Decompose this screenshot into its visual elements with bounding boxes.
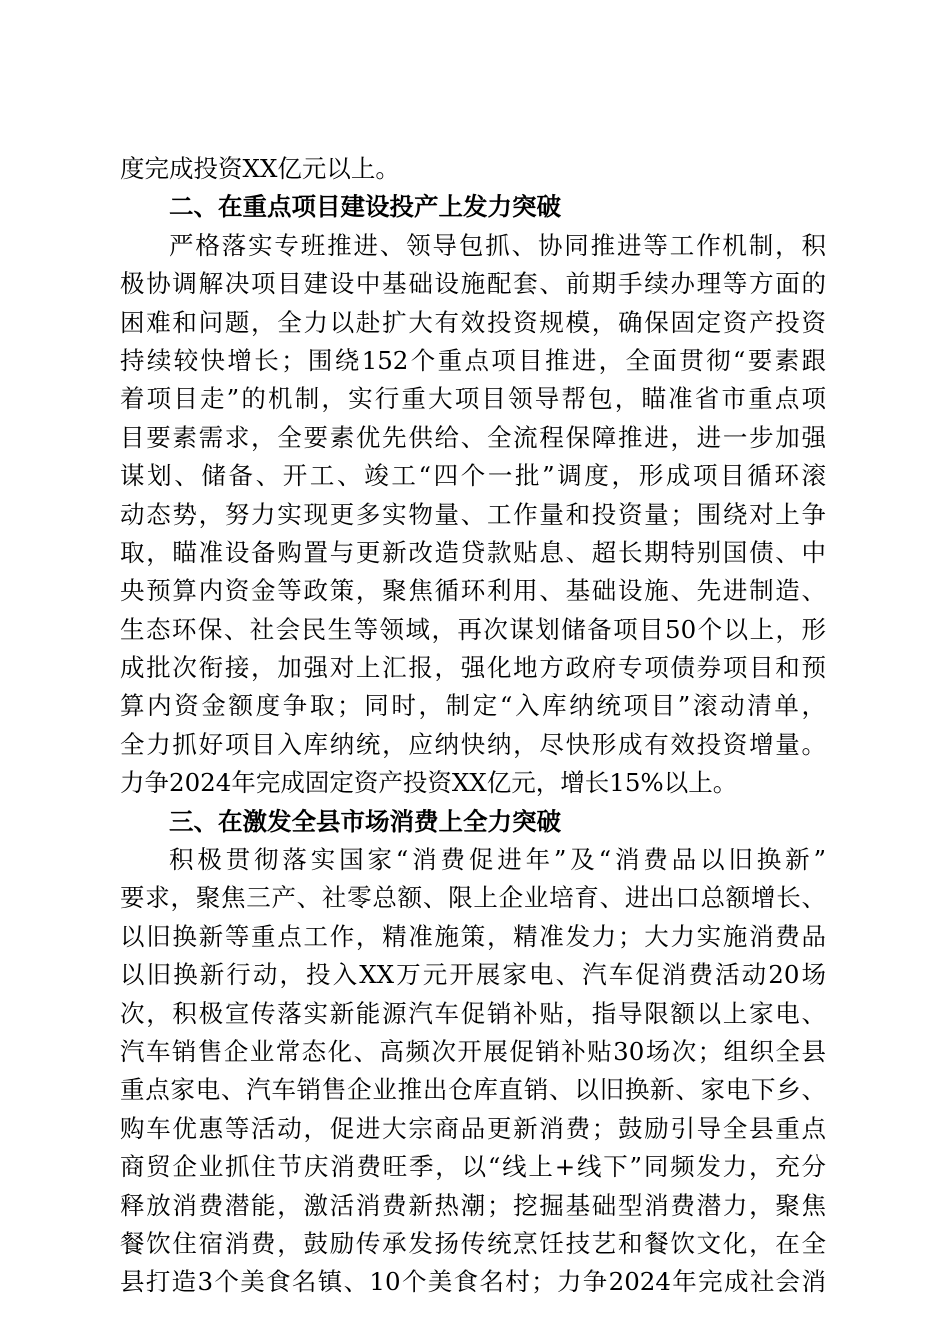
paragraph-line: 取，瞄准设备购置与更新改造贷款贴息、超长期特别国债、中 [120, 537, 826, 567]
paragraph-line: 全力抓好项目入库纳统，应纳快纳，尽快形成有效投资增量。 [120, 729, 826, 759]
paragraph-line: 成批次衔接，加强对上汇报，强化地方政府专项债券项目和预 [120, 653, 826, 683]
paragraph-line: 困难和问题，全力以赴扩大有效投资规模，确保固定资产投资 [120, 307, 826, 337]
paragraph-line: 严格落实专班推进、领导包抓、协同推进等工作机制，积 [169, 230, 826, 260]
paragraph-line: 持续较快增长；围绕152个重点项目推进，全面贯彻“要素跟 [120, 345, 826, 375]
paragraph-line: 以旧换新行动，投入XX万元开展家电、汽车促消费活动20场 [120, 960, 826, 990]
paragraph-line: 汽车销售企业常态化、高频次开展促销补贴30场次；组织全县 [120, 1036, 826, 1066]
paragraph-line: 目要素需求，全要素优先供给、全流程保障推进，进一步加强 [120, 422, 826, 452]
paragraph-line: 购车优惠等活动，促进大宗商品更新消费；鼓励引导全县重点 [120, 1113, 826, 1143]
paragraph-line: 次，积极宣传落实新能源汽车促销补贴，指导限额以上家电、 [120, 998, 826, 1028]
paragraph-line: 算内资金额度争取；同时，制定“入库纳统项目”滚动清单， [120, 691, 826, 721]
paragraph-line: 商贸企业抓住节庆消费旺季，以“线上+线下”同频发力，充分 [120, 1152, 826, 1182]
section-heading: 二、在重点项目建设投产上发力突破 [169, 192, 561, 222]
paragraph-line: 生态环保、社会民生等领域，再次谋划储备项目50个以上，形 [120, 614, 826, 644]
paragraph-line: 动态势，努力实现更多实物量、工作量和投资量；围绕对上争 [120, 499, 826, 529]
paragraph-line: 以旧换新等重点工作，精准施策，精准发力；大力实施消费品 [120, 921, 826, 951]
paragraph-line: 谋划、储备、开工、竣工“四个一批”调度，形成项目循环滚 [120, 461, 826, 491]
paragraph-line: 餐饮住宿消费，鼓励传承发扬传统烹饪技艺和餐饮文化，在全 [120, 1228, 826, 1258]
paragraph-line: 重点家电、汽车销售企业推出仓库直销、以旧换新、家电下乡、 [120, 1075, 826, 1105]
paragraph-line: 要求，聚焦三产、社零总额、限上企业培育、进出口总额增长、 [120, 883, 826, 913]
paragraph-line: 释放消费潜能，激活消费新热潮；挖掘基础型消费潜力，聚焦 [120, 1190, 826, 1220]
paragraph-line: 县打造3个美食名镇、10个美食名村；力争2024年完成社会消 [120, 1267, 826, 1297]
paragraph-line: 着项目走”的机制，实行重大项目领导帮包，瞄准省市重点项 [120, 384, 826, 414]
paragraph-line: 积极贯彻落实国家“消费促进年”及“消费品以旧换新” [169, 845, 826, 875]
section-heading: 三、在激发全县市场消费上全力突破 [169, 806, 561, 836]
paragraph-line: 极协调解决项目建设中基础设施配套、前期手续办理等方面的 [120, 269, 826, 299]
paragraph-line: 度完成投资XX亿元以上。 [120, 154, 400, 183]
document-body [120, 150, 826, 1302]
paragraph-line: 力争2024年完成固定资产投资XX亿元，增长15%以上。 [120, 768, 738, 798]
paragraph-line: 央预算内资金等政策，聚焦循环利用、基础设施、先进制造、 [120, 576, 826, 606]
